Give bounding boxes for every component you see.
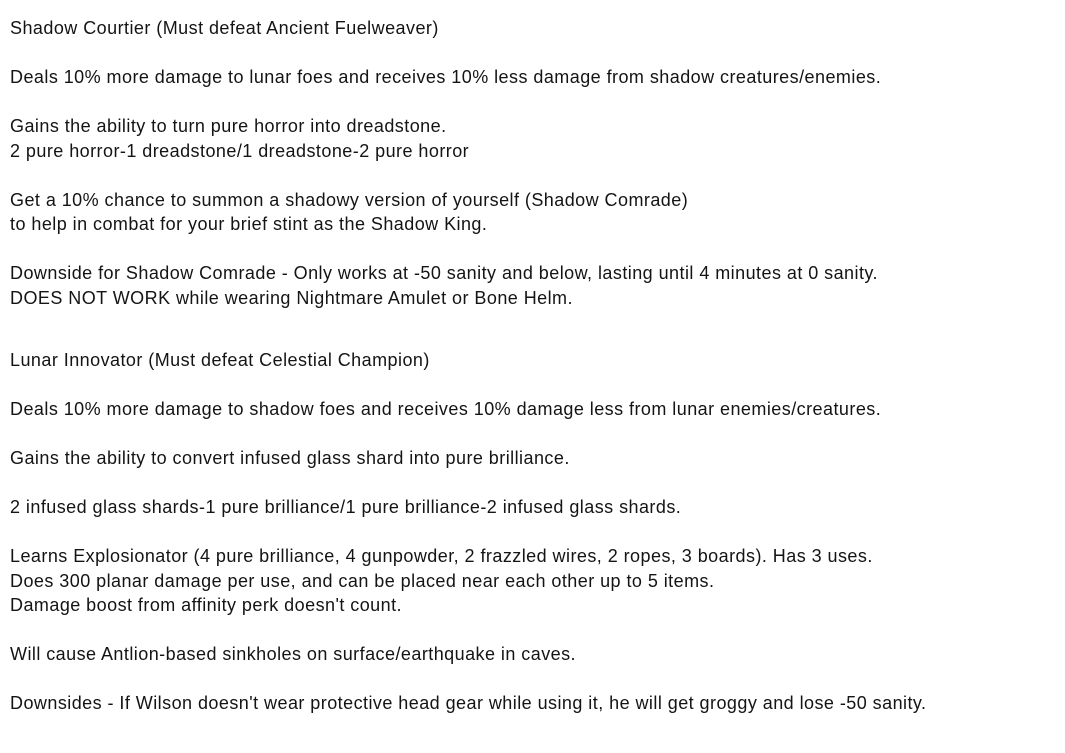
text-line: Deals 10% more damage to shadow foes and receives 10% damage less from lunar enemies/creatures. (10, 399, 882, 419)
text-line: Learns Explosionator (4 pure brilliance, 4 gunpowder, 2 frazzled wires, 2 ropes, 3 boards). Has 3 uses. (10, 546, 873, 566)
paragraph (10, 446, 1065, 471)
text-line: Get a 10% chance to summon a shadowy version of yourself (Shadow Comrade) (10, 189, 689, 210)
paragraph (10, 188, 1065, 237)
paragraph (10, 65, 1065, 90)
text-line: Deals 10% more damage to lunar foes and receives 10% less damage from shadow creatures/enemies. (10, 67, 882, 87)
section-heading: Shadow Courtier (Must defeat Ancient Fuelweaver) (10, 18, 439, 38)
text-line: Will cause Antlion-based sinkholes on surface/earthquake in caves. (10, 644, 576, 664)
paragraph (10, 691, 1065, 716)
text-line: Damage boost from affinity perk doesn't count. (10, 595, 403, 615)
text-line: 2 infused glass shards-1 pure brilliance/1 pure brilliance-2 infused glass shards. (10, 497, 682, 517)
section-shadow-courtier (10, 16, 1065, 310)
text-line: Does 300 planar damage per use, and can be placed near each other up to 5 items. (10, 570, 715, 591)
paragraph (10, 544, 1065, 618)
text-line: Gains the ability to convert infused glass shard into pure brilliance. (10, 448, 570, 468)
text-line: Gains the ability to turn pure horror into dreadstone. (10, 116, 447, 136)
paragraph (10, 495, 1065, 520)
paragraph (10, 642, 1065, 667)
text-line: to help in combat for your brief stint as the Shadow King. (10, 214, 488, 234)
section-heading: Lunar Innovator (Must defeat Celestial Champion) (10, 350, 430, 370)
text-line: 2 pure horror-1 dreadstone/1 dreadstone-2 pure horror (10, 140, 470, 161)
text-line: Downside for Shadow Comrade - Only works at -50 sanity and below, lasting until 4 minutes at 0 sanity. (10, 263, 878, 283)
text-line: DOES NOT WORK while wearing Nightmare Amulet or Bone Helm. (10, 287, 573, 308)
paragraph (10, 261, 1065, 310)
paragraph (10, 114, 1065, 163)
text-line: Downsides - If Wilson doesn't wear protective head gear while using it, he will get groggy and lose -50 sanity. (10, 693, 927, 713)
section-lunar-innovator (10, 348, 1065, 716)
paragraph (10, 397, 1065, 422)
